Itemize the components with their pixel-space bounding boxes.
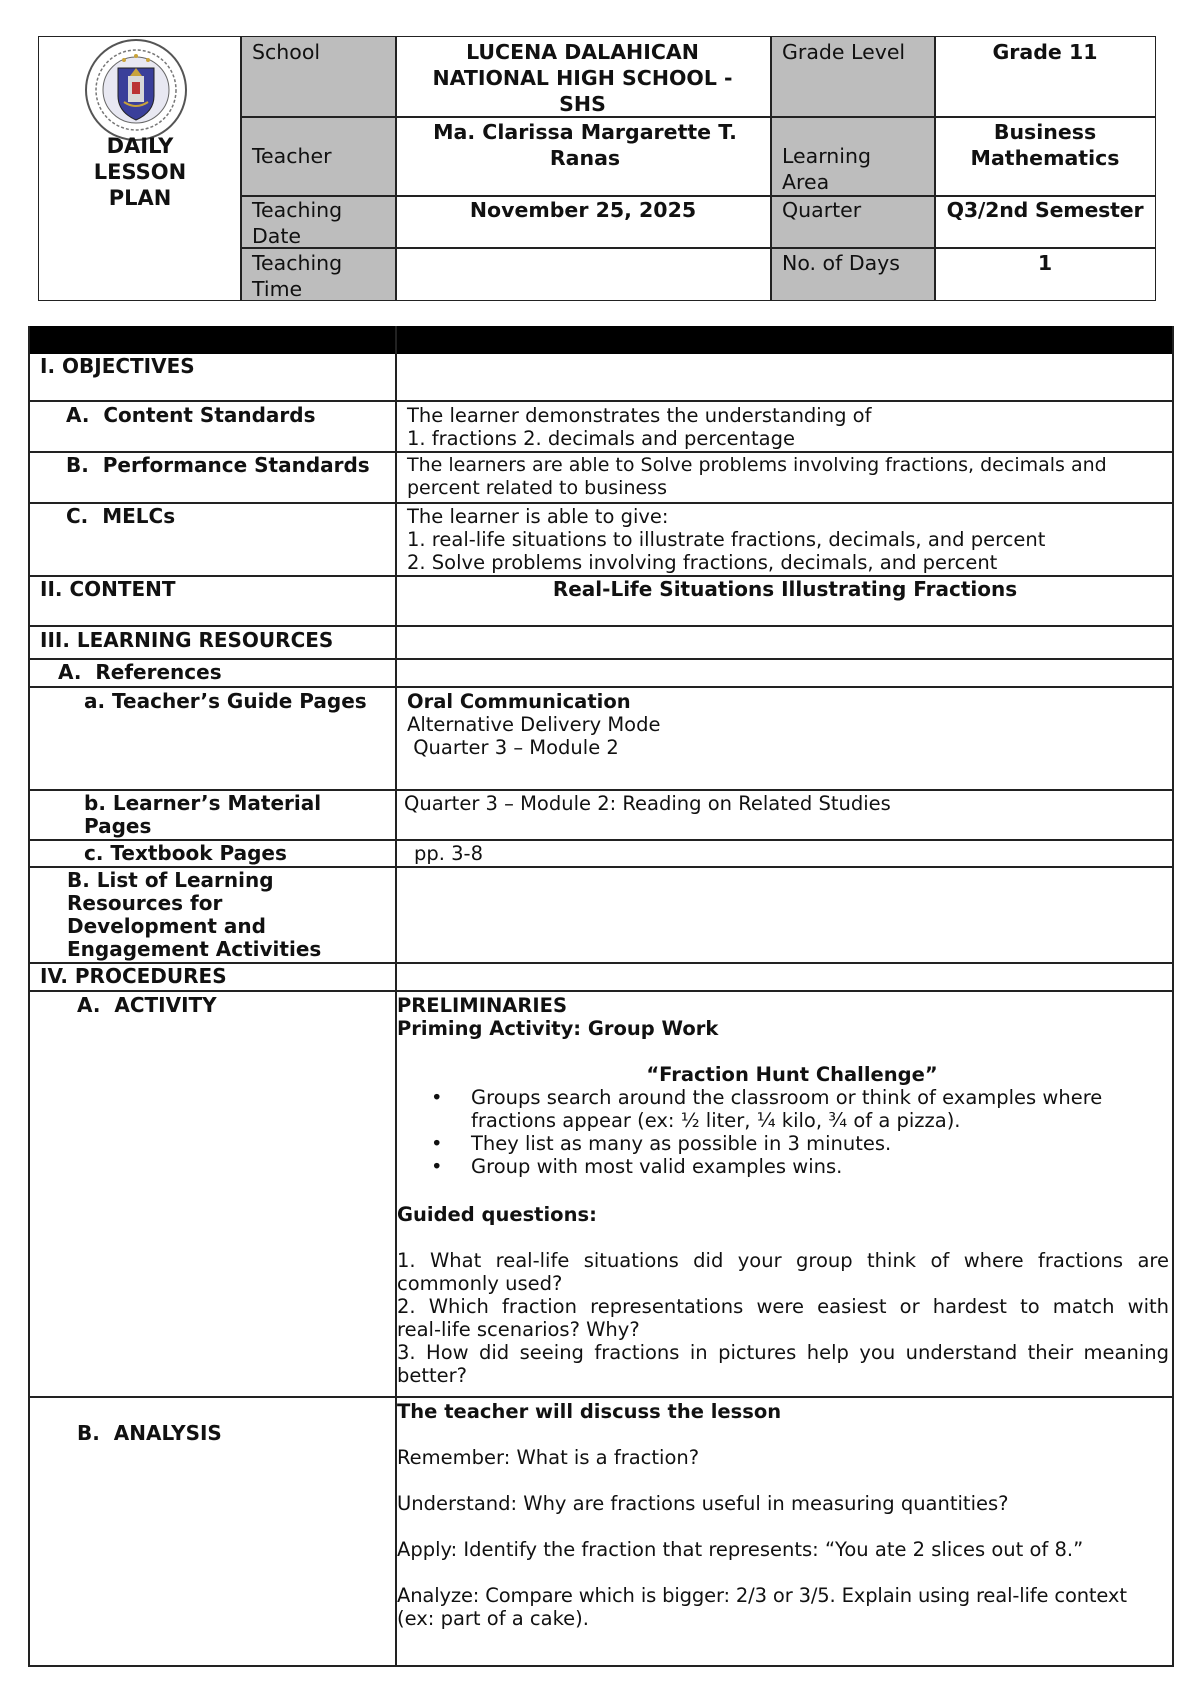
table-border [28, 326, 30, 1667]
resources-heading: III. LEARNING RESOURCES [40, 628, 334, 652]
quarter-label: Quarter [782, 198, 862, 222]
melcs-label: C. MELCs [66, 504, 176, 528]
analysis-item-understand: Understand: Why are fractions useful in measuring quantities? [397, 1492, 1009, 1515]
learners-material-text: Quarter 3 – Module 2: Reading on Related Studies [404, 792, 891, 815]
row-divider [28, 686, 1174, 688]
row-divider [28, 1396, 1174, 1398]
performance-standards-label: B. Performance Standards [66, 453, 370, 477]
preliminaries-heading: PRELIMINARIES [397, 994, 568, 1017]
teacher-value: Ma. Clarissa Margarette T. Ranas [433, 120, 737, 170]
bullet-icon: • [431, 1155, 443, 1178]
content-standards-text: The learner demonstrates the understanding of 1. fractions 2. decimals and percentage [407, 404, 872, 450]
bullet-icon: • [431, 1132, 443, 1155]
guided-questions: Guided questions: 1. What real-life situations did your group think of where fractions are commonly used? 2. Which fraction representations were easiest or hardest to match with real-life scenarios? Why? 3. How did seeing fractions in pictures help you understand their meaning better? [397, 1203, 1169, 1387]
school-value: LUCENA DALAHICAN NATIONAL HIGH SCHOOL - SHS [432, 40, 733, 116]
teachers-guide-label: a. Teacher’s Guide Pages [84, 689, 367, 713]
list-item: • They list as many as possible in 3 minutes. [431, 1132, 892, 1155]
analysis-item-analyze: Analyze: Compare which is bigger: 2/3 or 3/5. Explain using real-life context (ex: part of a cake). [397, 1584, 1127, 1630]
teachers-guide-text: Oral Communication Alternative Delivery Mode Quarter 3 – Module 2 [407, 690, 661, 759]
row-divider [28, 990, 1174, 992]
analysis-item-apply: Apply: Identify the fraction that represents: “You ate 2 slices out of 8.” [397, 1538, 1084, 1561]
bullet-icon: • [431, 1086, 443, 1109]
content-value: Real-Life Situations Illustrating Fractions [552, 577, 1018, 601]
learning-area-label: Learning Area [782, 144, 871, 194]
list-item: • Group with most valid examples wins. [431, 1155, 843, 1178]
table-header-bar [28, 326, 1174, 354]
activity-bullet-list [397, 1086, 1167, 1178]
melcs-text: The learner is able to give: 1. real-life situations to illustrate fractions, decimals, and percent 2. Solve problems involving fractions, decimals, and percent [407, 505, 1046, 574]
content-standards-label: A. Content Standards [66, 403, 316, 427]
guided-questions-title: Guided questions: [397, 1203, 597, 1226]
procedures-heading: IV. PROCEDURES [40, 964, 227, 988]
activity-content [397, 994, 1167, 1086]
days-value: 1 [1037, 251, 1053, 275]
grade-level-label: Grade Level [782, 40, 906, 64]
teaching-time-value [397, 248, 769, 252]
plan-title: DAILY LESSON PLAN [93, 134, 187, 210]
teaching-date-label: Teaching Date [252, 198, 343, 248]
priming-activity-heading: Priming Activity: Group Work [397, 1017, 719, 1040]
textbook-pages-text: pp. 3-8 [414, 842, 484, 865]
analysis-title: The teacher will discuss the lesson [397, 1400, 782, 1423]
content-heading: II. CONTENT [40, 577, 176, 601]
learners-material-label: b. Learner’s Material Pages [84, 791, 322, 838]
header-divider [395, 36, 397, 301]
textbook-pages-label: c. Textbook Pages [84, 841, 287, 865]
objectives-heading: I. OBJECTIVES [40, 354, 195, 378]
row-divider [28, 400, 1174, 402]
school-label: School [252, 40, 321, 64]
teacher-label: Teacher [252, 144, 332, 168]
days-label: No. of Days [782, 251, 900, 275]
row-divider [28, 625, 1174, 627]
references-label: A. References [58, 660, 222, 684]
learning-area-value: Business Mathematics [970, 120, 1120, 170]
grade-level-value: Grade 11 [992, 40, 1098, 64]
analysis-label: B. ANALYSIS [77, 1421, 222, 1445]
teaching-date-value: November 25, 2025 [469, 198, 697, 222]
analysis-content [397, 1400, 1173, 1630]
teaching-time-label: Teaching Time [252, 251, 343, 301]
table-border [28, 1665, 1174, 1667]
list-item: • Groups search around the classroom or think of examples where fractions appear (ex: ½ liter, ¼ kilo, ¾ of a pizza). [431, 1086, 1103, 1132]
activity-label: A. ACTIVITY [77, 993, 217, 1017]
row-divider [28, 502, 1174, 504]
challenge-title: “Fraction Hunt Challenge” [646, 1063, 938, 1086]
analysis-item-remember: Remember: What is a fraction? [397, 1446, 700, 1469]
deped-seal-icon [84, 38, 188, 142]
learning-resources-list-label: B. List of Learning Resources for Development and Engagement Activities [67, 868, 322, 961]
performance-standards-text: The learners are able to Solve problems involving fractions, decimals and percent related to business [407, 454, 1107, 499]
quarter-value: Q3/2nd Semester [946, 198, 1144, 222]
